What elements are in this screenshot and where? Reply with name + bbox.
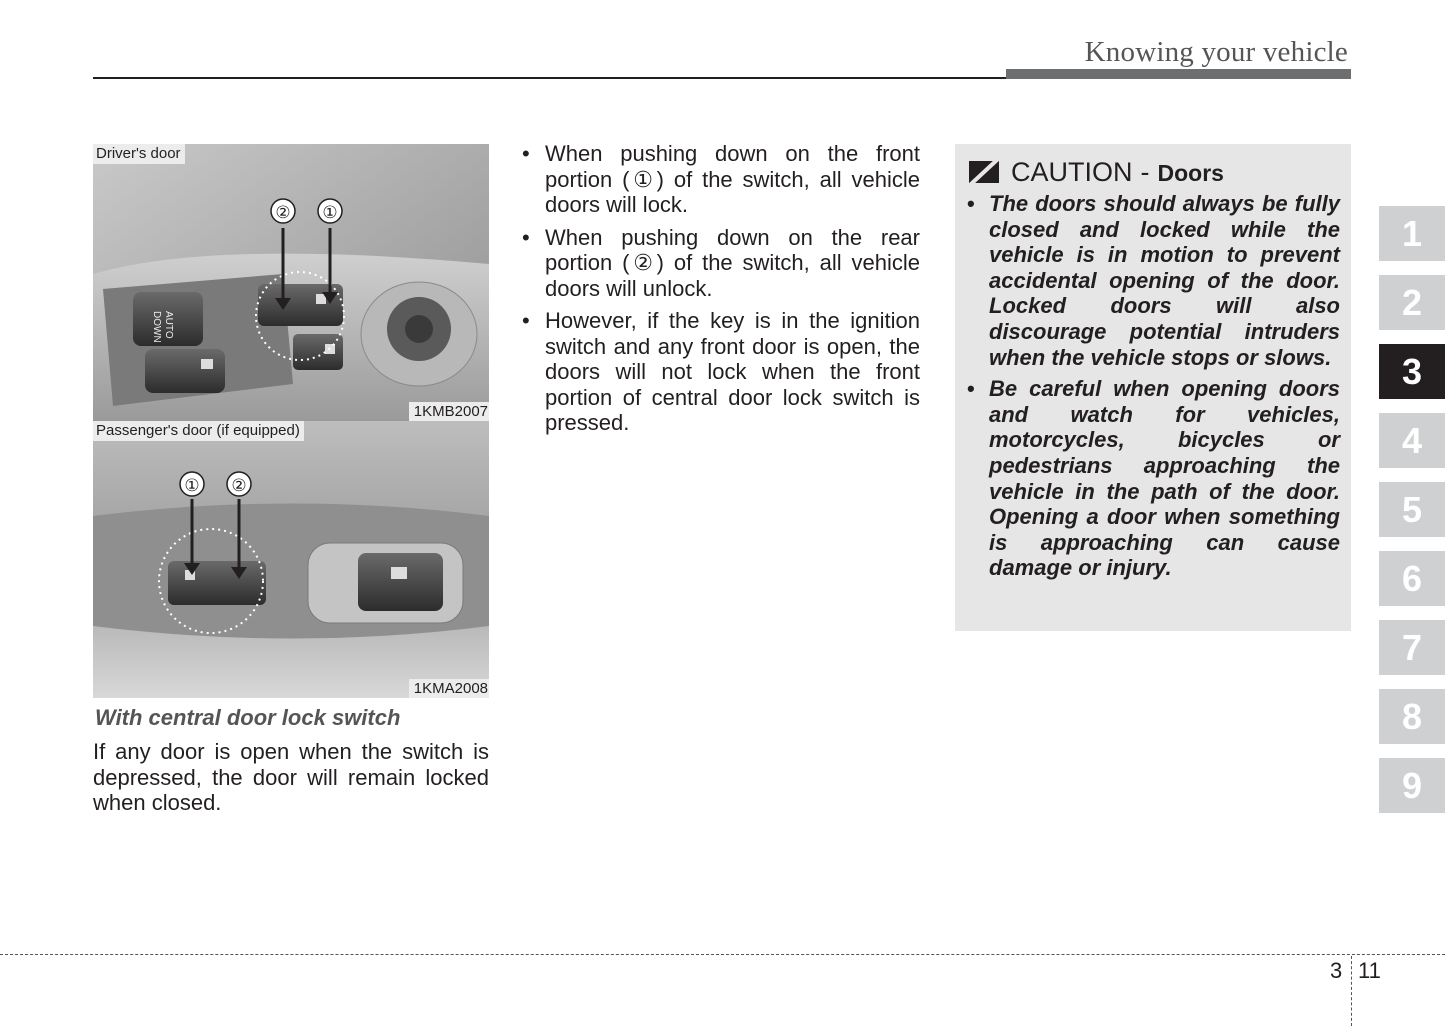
caution-label: CAUTION <box>1011 156 1133 187</box>
caution-heading <box>969 156 1224 188</box>
drivers-door-illustration <box>93 144 489 421</box>
window-icon <box>391 567 407 579</box>
caution-icon <box>969 161 999 183</box>
marker-front: ① <box>322 203 338 223</box>
caution-separator: - <box>1140 156 1150 187</box>
chapter-tab-9[interactable]: 9 <box>1379 758 1445 813</box>
page-number: 11 <box>1358 958 1381 983</box>
instruction-list <box>522 141 920 443</box>
passengers-door-figure <box>93 421 489 698</box>
header-rule <box>93 77 1007 79</box>
switch-label-down: DOWN <box>151 311 162 343</box>
switch-label-auto: AUTO <box>163 311 174 339</box>
figure-code: 1KMB2007 <box>409 402 489 421</box>
chapter-tab-6[interactable]: 6 <box>1379 551 1445 606</box>
figure-code: 1KMA2008 <box>409 679 489 698</box>
caution-topic: Doors <box>1157 160 1224 186</box>
chapter-tab-2[interactable]: 2 <box>1379 275 1445 330</box>
footer-divider <box>1351 956 1352 1026</box>
chapter-tab-3[interactable]: 3 <box>1379 344 1445 399</box>
figure-caption: Driver's door <box>93 144 185 164</box>
section-heading: With central door lock switch <box>95 705 401 730</box>
window-switch <box>358 553 443 611</box>
section-body: If any door is open when the switch is depressed, the door will remain locked when closed. <box>93 739 489 815</box>
marker-rear: ② <box>231 476 247 496</box>
central-lock-switch <box>168 561 266 605</box>
marker-rear: ② <box>275 203 291 223</box>
page-chapter-number: 3 <box>1330 958 1343 983</box>
chapter-tab-5[interactable]: 5 <box>1379 482 1445 537</box>
list-item: • When pushing down on the front portion (①) of the switch, all vehicle doors will lock. <box>522 141 920 217</box>
list-item: • However, if the key is in the ignition switch and any front door is open, the doors will not lock when the front portion of central door lock switch is pressed. <box>522 308 920 435</box>
caution-list <box>967 191 1340 587</box>
chapter-tab-4[interactable]: 4 <box>1379 413 1445 468</box>
chapter-tab-1[interactable]: 1 <box>1379 206 1445 261</box>
footer-rule <box>0 954 1445 955</box>
list-item: • The doors should always be fully closed and locked while the vehicle is in motion to prevent accidental opening of the door. Locked doors will also discourage potential intruders when the vehicle stops or slows. <box>967 191 1340 370</box>
chapter-tab-7[interactable]: 7 <box>1379 620 1445 675</box>
chapter-tab-8[interactable]: 8 <box>1379 689 1445 744</box>
window-icon <box>201 359 213 369</box>
figure-caption: Passenger's door (if equipped) <box>93 421 304 441</box>
list-item: • When pushing down on the rear portion (②) of the switch, all vehicle doors will unlock. <box>522 224 920 301</box>
running-header: Knowing your vehicle <box>1084 36 1348 68</box>
window-switch <box>145 349 225 393</box>
drivers-door-figure <box>93 144 489 421</box>
header-bar <box>1006 69 1351 79</box>
passengers-door-illustration <box>93 421 489 698</box>
list-item: • Be careful when opening doors and watch for vehicles, motorcycles, bicycles or pedestrians approaching the vehicle in the path of the door. Opening a door when something is approaching can cause damage or injury. <box>967 376 1340 581</box>
marker-front: ① <box>184 476 200 496</box>
caution-box <box>955 144 1351 631</box>
